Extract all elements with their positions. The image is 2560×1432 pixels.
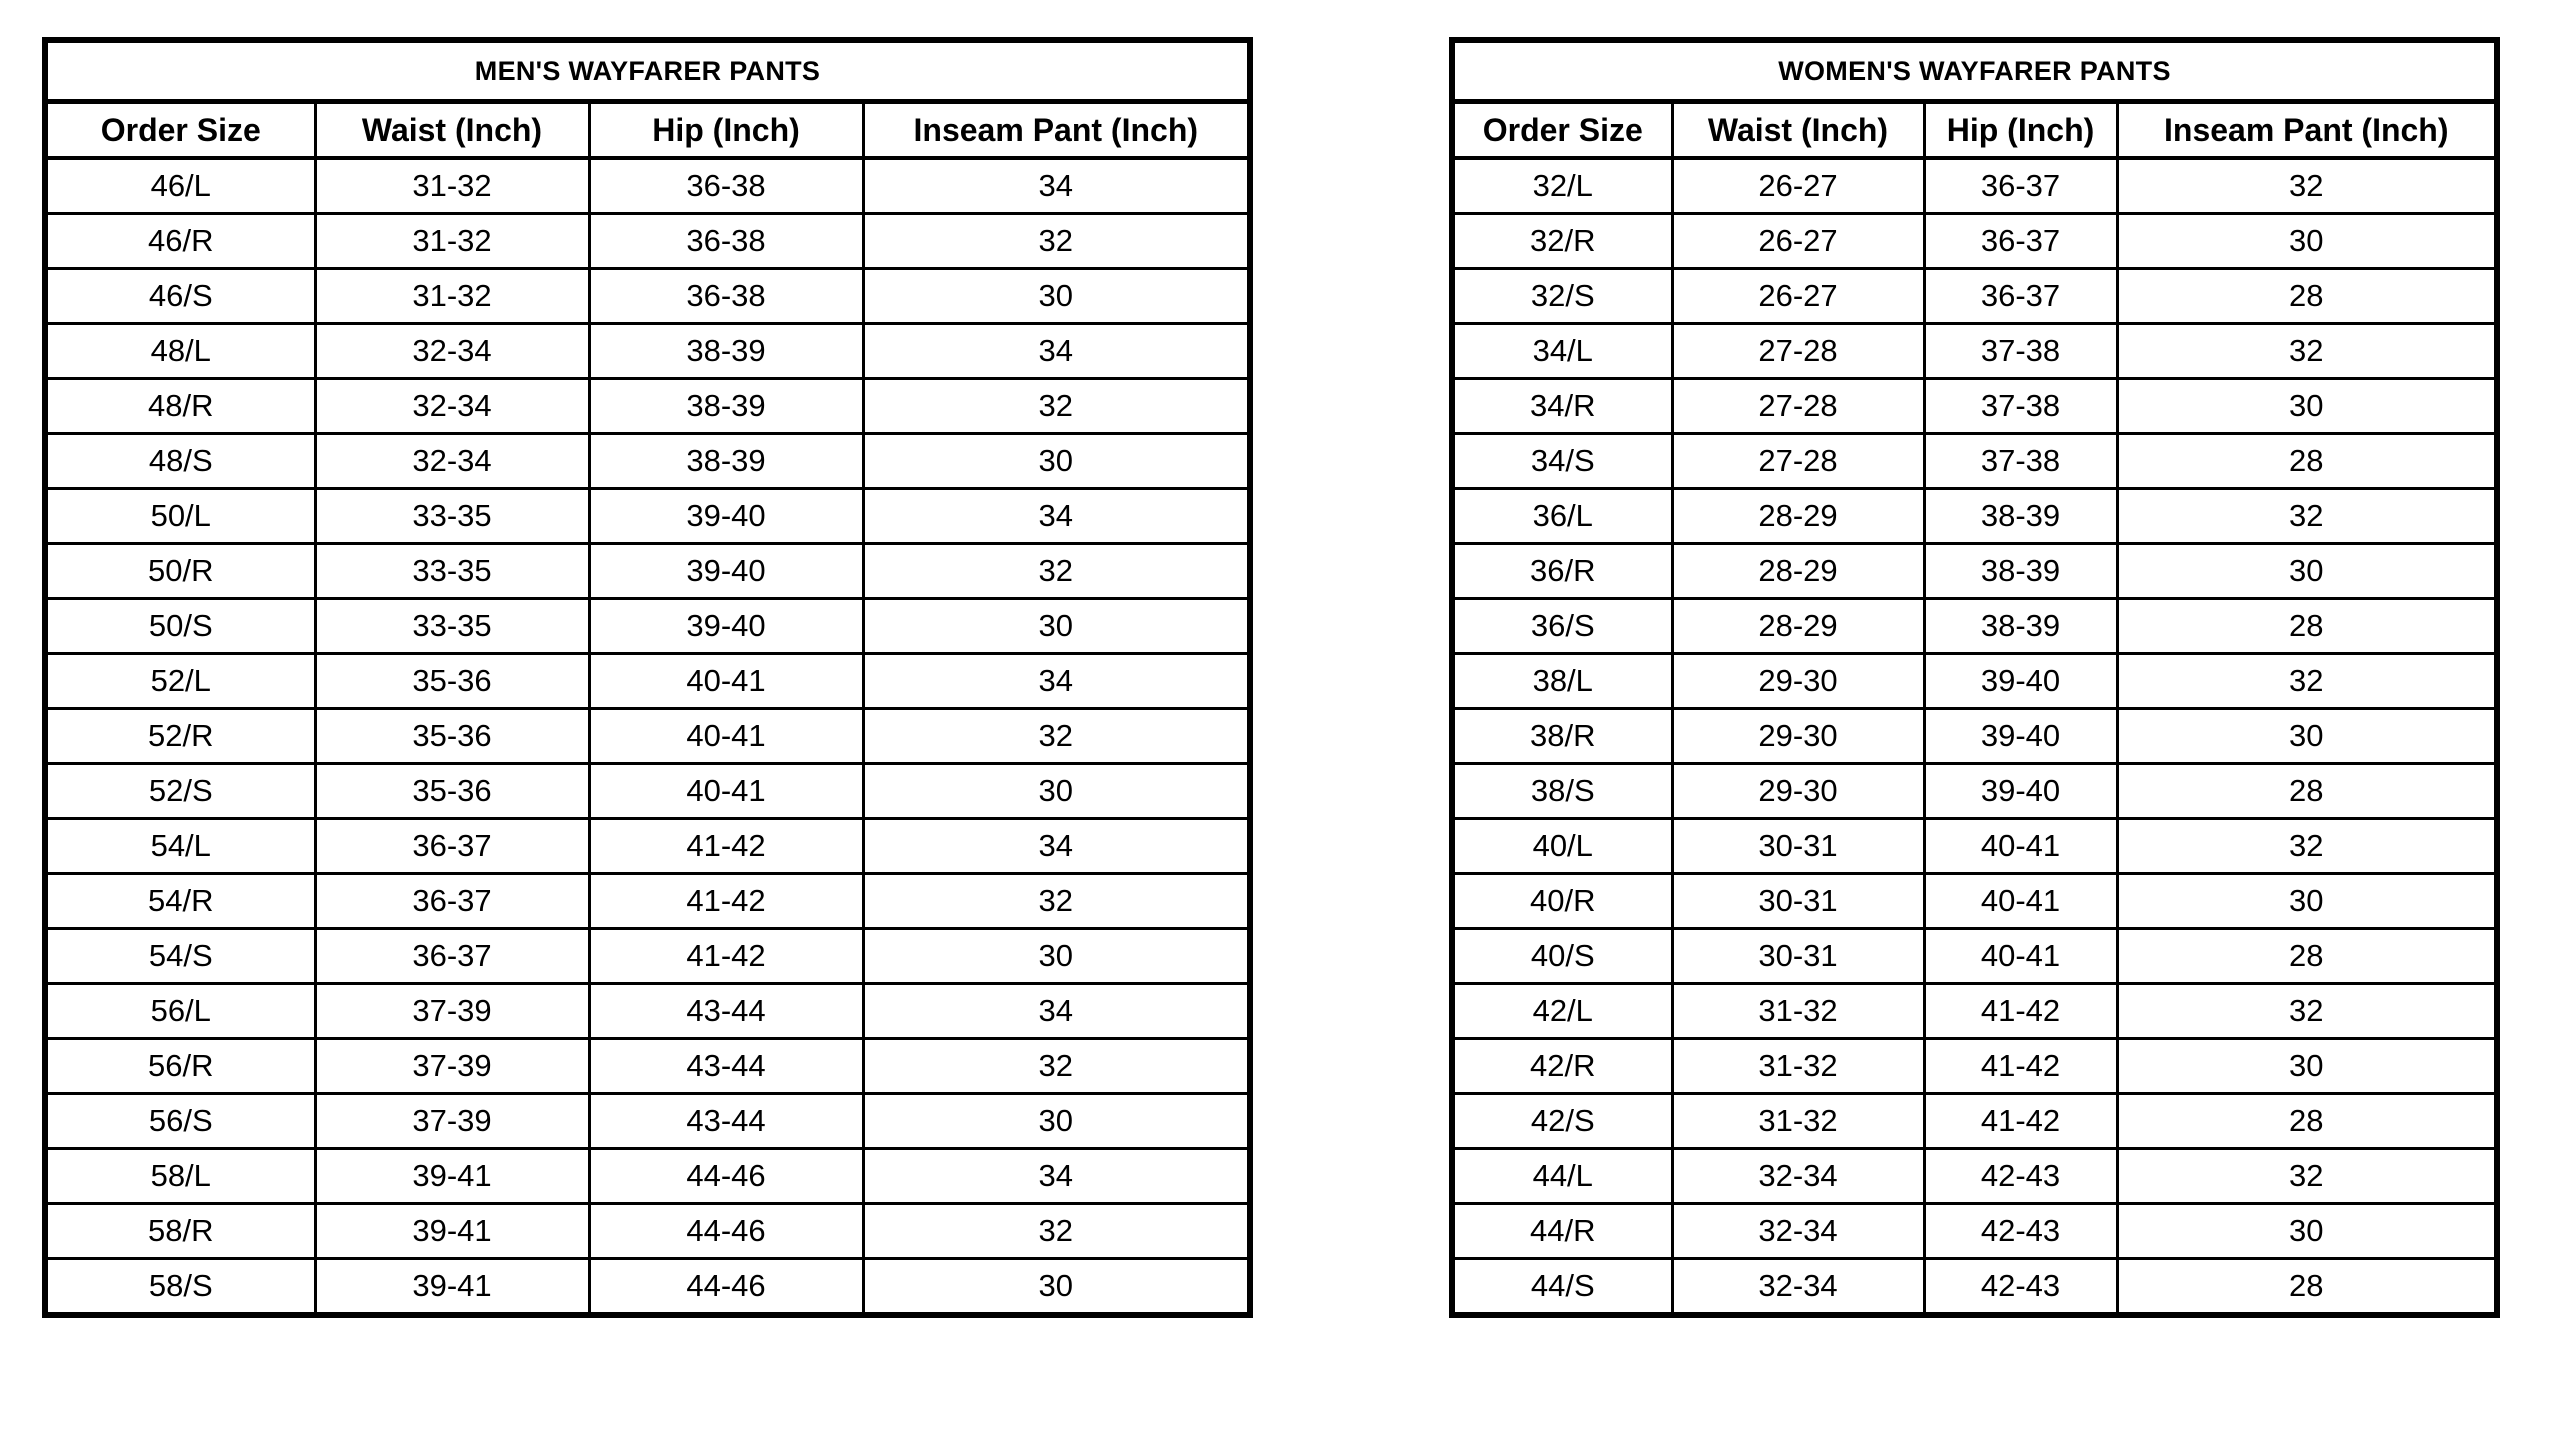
table-row: [45, 434, 1250, 489]
womens-size-table: [1449, 37, 2500, 1318]
table-cell: 32: [863, 214, 1250, 269]
table-row: [45, 1259, 1250, 1316]
table-cell: 40-41: [589, 709, 863, 764]
table-cell: 28: [2117, 1094, 2497, 1149]
table-cell: 39-41: [315, 1149, 589, 1204]
table-cell: 40-41: [589, 654, 863, 709]
table-cell: 29-30: [1672, 654, 1924, 709]
table-cell: 32-34: [1672, 1259, 1924, 1316]
table-cell: 39-41: [315, 1259, 589, 1316]
table-cell: 32/S: [1452, 269, 1672, 324]
table-cell: 32-34: [315, 434, 589, 489]
table-cell: 28: [2117, 269, 2497, 324]
table-cell: 40/S: [1452, 929, 1672, 984]
table-cell: 32: [2117, 324, 2497, 379]
table-cell: 30: [863, 269, 1250, 324]
table-cell: 41-42: [1924, 1039, 2117, 1094]
table-cell: 41-42: [589, 929, 863, 984]
table-cell: 50/L: [45, 489, 315, 544]
table-cell: 36-37: [315, 874, 589, 929]
table-cell: 54/R: [45, 874, 315, 929]
table-row: [45, 489, 1250, 544]
column-header: Order Size: [45, 102, 315, 159]
table-cell: 38-39: [1924, 489, 2117, 544]
table-cell: 30: [863, 764, 1250, 819]
table-cell: 27-28: [1672, 379, 1924, 434]
table-cell: 35-36: [315, 654, 589, 709]
table-cell: 50/R: [45, 544, 315, 599]
table-cell: 39-41: [315, 1204, 589, 1259]
table-cell: 58/S: [45, 1259, 315, 1316]
table-row: [45, 324, 1250, 379]
table-cell: 31-32: [1672, 984, 1924, 1039]
table-cell: 34: [863, 1149, 1250, 1204]
table-cell: 36-37: [315, 929, 589, 984]
table-row: [1452, 984, 2497, 1039]
table-cell: 28-29: [1672, 544, 1924, 599]
table-row: [45, 544, 1250, 599]
table-cell: 38/L: [1452, 654, 1672, 709]
table-cell: 41-42: [589, 874, 863, 929]
table-cell: 52/R: [45, 709, 315, 764]
table-row: [45, 654, 1250, 709]
column-header: Waist (Inch): [1672, 102, 1924, 159]
table-cell: 28: [2117, 764, 2497, 819]
table-cell: 56/S: [45, 1094, 315, 1149]
table-cell: 38-39: [1924, 599, 2117, 654]
table-cell: 42-43: [1924, 1259, 2117, 1316]
table-cell: 30-31: [1672, 929, 1924, 984]
table-cell: 36-37: [1924, 214, 2117, 269]
table-row: [1452, 324, 2497, 379]
table-row: [1452, 929, 2497, 984]
table-cell: 32: [863, 379, 1250, 434]
table-row: [45, 709, 1250, 764]
table-cell: 28: [2117, 929, 2497, 984]
table-cell: 38-39: [589, 379, 863, 434]
table-cell: 38/R: [1452, 709, 1672, 764]
table-cell: 40-41: [589, 764, 863, 819]
table-cell: 32: [2117, 819, 2497, 874]
table-row: [45, 1204, 1250, 1259]
table-row: [1452, 489, 2497, 544]
table-row: [45, 379, 1250, 434]
table-title: WOMEN'S WAYFARER PANTS: [1452, 40, 2497, 102]
table-cell: 36-37: [1924, 158, 2117, 214]
table-cell: 44/S: [1452, 1259, 1672, 1316]
table-cell: 27-28: [1672, 324, 1924, 379]
table-cell: 39-40: [1924, 709, 2117, 764]
table-row: [1452, 1149, 2497, 1204]
table-cell: 41-42: [589, 819, 863, 874]
table-cell: 32: [863, 874, 1250, 929]
table-cell: 40-41: [1924, 929, 2117, 984]
table-row: [45, 269, 1250, 324]
table-cell: 39-40: [1924, 654, 2117, 709]
table-row: [1452, 379, 2497, 434]
table-row: [45, 599, 1250, 654]
table-body: [45, 158, 1250, 1315]
table-cell: 36-38: [589, 214, 863, 269]
table-cell: 34/L: [1452, 324, 1672, 379]
table-cell: 31-32: [315, 269, 589, 324]
table-cell: 37-39: [315, 1039, 589, 1094]
table-cell: 32: [2117, 489, 2497, 544]
table-cell: 34: [863, 489, 1250, 544]
table-cell: 38-39: [589, 434, 863, 489]
table-cell: 34: [863, 158, 1250, 214]
table-cell: 42/L: [1452, 984, 1672, 1039]
table-cell: 44-46: [589, 1204, 863, 1259]
table-cell: 31-32: [315, 214, 589, 269]
table-cell: 39-40: [589, 599, 863, 654]
table-cell: 28: [2117, 599, 2497, 654]
table-cell: 34: [863, 324, 1250, 379]
table-cell: 30: [2117, 709, 2497, 764]
table-cell: 26-27: [1672, 269, 1924, 324]
table-title: MEN'S WAYFARER PANTS: [45, 40, 1250, 102]
table-cell: 56/R: [45, 1039, 315, 1094]
table-row: [45, 1094, 1250, 1149]
column-header: Hip (Inch): [589, 102, 863, 159]
column-header: Order Size: [1452, 102, 1672, 159]
table-cell: 37-38: [1924, 434, 2117, 489]
table-row: [1452, 599, 2497, 654]
table-cell: 41-42: [1924, 1094, 2117, 1149]
table-cell: 28-29: [1672, 489, 1924, 544]
table-cell: 36-38: [589, 269, 863, 324]
table-cell: 36-37: [315, 819, 589, 874]
table-cell: 39-40: [1924, 764, 2117, 819]
table-header-row: [45, 102, 1250, 159]
table-cell: 32: [863, 1204, 1250, 1259]
table-cell: 32-34: [315, 379, 589, 434]
table-cell: 30: [863, 1259, 1250, 1316]
table-row: [1452, 158, 2497, 214]
table-cell: 52/L: [45, 654, 315, 709]
table-cell: 46/L: [45, 158, 315, 214]
table-cell: 48/S: [45, 434, 315, 489]
table-row: [1452, 544, 2497, 599]
table-cell: 34/R: [1452, 379, 1672, 434]
table-row: [45, 1149, 1250, 1204]
table-cell: 30-31: [1672, 874, 1924, 929]
table-cell: 34: [863, 984, 1250, 1039]
column-header: Hip (Inch): [1924, 102, 2117, 159]
table-cell: 35-36: [315, 709, 589, 764]
mens-size-table: [42, 37, 1253, 1318]
table-cell: 44-46: [589, 1149, 863, 1204]
table-cell: 36-38: [589, 158, 863, 214]
table-cell: 30: [2117, 544, 2497, 599]
table-cell: 36/S: [1452, 599, 1672, 654]
table-cell: 31-32: [1672, 1094, 1924, 1149]
column-header: Waist (Inch): [315, 102, 589, 159]
table-cell: 32/L: [1452, 158, 1672, 214]
table-cell: 48/R: [45, 379, 315, 434]
table-cell: 30: [2117, 379, 2497, 434]
table-cell: 32: [2117, 158, 2497, 214]
table-row: [1452, 874, 2497, 929]
table-cell: 43-44: [589, 1039, 863, 1094]
table-cell: 28: [2117, 434, 2497, 489]
table-cell: 28-29: [1672, 599, 1924, 654]
table-title-row: [1452, 40, 2497, 102]
table-row: [45, 874, 1250, 929]
table-cell: 34/S: [1452, 434, 1672, 489]
table-cell: 32: [2117, 984, 2497, 1039]
table-cell: 36/R: [1452, 544, 1672, 599]
table-row: [1452, 434, 2497, 489]
table-row: [45, 984, 1250, 1039]
table-cell: 43-44: [589, 984, 863, 1039]
table-row: [1452, 214, 2497, 269]
table-cell: 42-43: [1924, 1204, 2117, 1259]
table-title-row: [45, 40, 1250, 102]
table-cell: 46/S: [45, 269, 315, 324]
table-cell: 30: [2117, 874, 2497, 929]
table-cell: 32: [863, 1039, 1250, 1094]
table-cell: 37-39: [315, 1094, 589, 1149]
table-cell: 40/R: [1452, 874, 1672, 929]
table-cell: 30-31: [1672, 819, 1924, 874]
table-cell: 26-27: [1672, 158, 1924, 214]
table-body: [1452, 158, 2497, 1315]
table-cell: 30: [863, 929, 1250, 984]
table-cell: 56/L: [45, 984, 315, 1039]
table-cell: 37-39: [315, 984, 589, 1039]
table-cell: 30: [863, 1094, 1250, 1149]
table-cell: 30: [863, 434, 1250, 489]
table-cell: 30: [2117, 1039, 2497, 1094]
table-cell: 43-44: [589, 1094, 863, 1149]
table-cell: 34: [863, 654, 1250, 709]
table-row: [45, 1039, 1250, 1094]
table-cell: 33-35: [315, 544, 589, 599]
table-cell: 41-42: [1924, 984, 2117, 1039]
table-row: [1452, 1094, 2497, 1149]
table-cell: 32-34: [1672, 1204, 1924, 1259]
table-row: [1452, 269, 2497, 324]
column-header: Inseam Pant (Inch): [863, 102, 1250, 159]
table-cell: 32: [2117, 1149, 2497, 1204]
table-cell: 31-32: [315, 158, 589, 214]
table-cell: 44-46: [589, 1259, 863, 1316]
table-cell: 37-38: [1924, 324, 2117, 379]
table-cell: 42/S: [1452, 1094, 1672, 1149]
table-cell: 32/R: [1452, 214, 1672, 269]
table-cell: 29-30: [1672, 764, 1924, 819]
table-row: [1452, 1204, 2497, 1259]
table-cell: 54/S: [45, 929, 315, 984]
table-row: [45, 819, 1250, 874]
table-cell: 58/R: [45, 1204, 315, 1259]
table-cell: 36-37: [1924, 269, 2117, 324]
table-cell: 48/L: [45, 324, 315, 379]
table-cell: 40/L: [1452, 819, 1672, 874]
table-row: [1452, 1039, 2497, 1094]
table-cell: 33-35: [315, 489, 589, 544]
table-cell: 26-27: [1672, 214, 1924, 269]
table-cell: 30: [863, 599, 1250, 654]
table-cell: 52/S: [45, 764, 315, 819]
table-cell: 58/L: [45, 1149, 315, 1204]
table-cell: 32-34: [1672, 1149, 1924, 1204]
table-cell: 33-35: [315, 599, 589, 654]
table-row: [45, 764, 1250, 819]
table-cell: 42/R: [1452, 1039, 1672, 1094]
table-row: [1452, 819, 2497, 874]
table-cell: 39-40: [589, 544, 863, 599]
table-row: [45, 214, 1250, 269]
table-cell: 32: [2117, 654, 2497, 709]
table-row: [1452, 654, 2497, 709]
table-cell: 38-39: [589, 324, 863, 379]
table-cell: 28: [2117, 1259, 2497, 1316]
table-cell: 38/S: [1452, 764, 1672, 819]
table-cell: 31-32: [1672, 1039, 1924, 1094]
table-cell: 50/S: [45, 599, 315, 654]
table-cell: 39-40: [589, 489, 863, 544]
table-cell: 46/R: [45, 214, 315, 269]
table-row: [45, 929, 1250, 984]
table-cell: 42-43: [1924, 1149, 2117, 1204]
table-row: [1452, 709, 2497, 764]
table-cell: 38-39: [1924, 544, 2117, 599]
table-cell: 32-34: [315, 324, 589, 379]
table-row: [45, 158, 1250, 214]
table-cell: 37-38: [1924, 379, 2117, 434]
column-header: Inseam Pant (Inch): [2117, 102, 2497, 159]
table-row: [1452, 1259, 2497, 1316]
table-cell: 40-41: [1924, 874, 2117, 929]
table-cell: 36/L: [1452, 489, 1672, 544]
table-cell: 44/R: [1452, 1204, 1672, 1259]
table-cell: 34: [863, 819, 1250, 874]
table-cell: 44/L: [1452, 1149, 1672, 1204]
table-header-row: [1452, 102, 2497, 159]
table-cell: 27-28: [1672, 434, 1924, 489]
table-cell: 32: [863, 709, 1250, 764]
table-cell: 30: [2117, 1204, 2497, 1259]
table-cell: 40-41: [1924, 819, 2117, 874]
table-row: [1452, 764, 2497, 819]
table-cell: 29-30: [1672, 709, 1924, 764]
table-cell: 54/L: [45, 819, 315, 874]
table-cell: 32: [863, 544, 1250, 599]
table-cell: 35-36: [315, 764, 589, 819]
table-cell: 30: [2117, 214, 2497, 269]
